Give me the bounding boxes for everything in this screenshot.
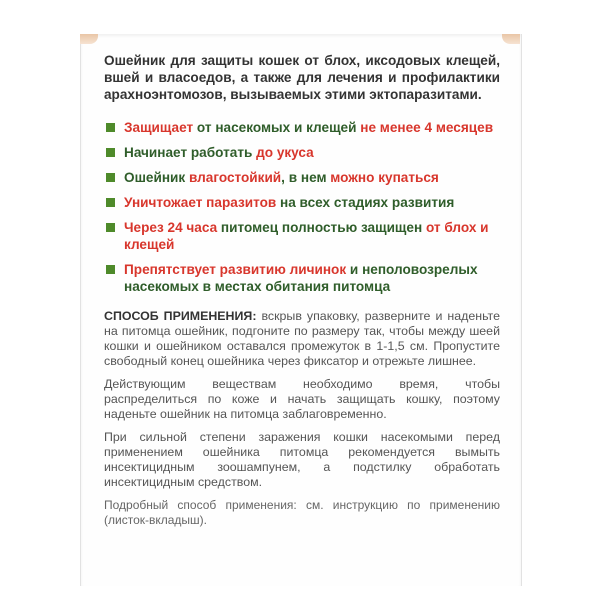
benefit-highlight: не менее 4 месяцев [360,120,494,135]
square-bullet-icon [106,265,115,274]
benefit-item [104,169,500,186]
square-bullet-icon [106,198,115,207]
benefit-text: Начинает работать [124,145,257,160]
usage-paragraph: Действующим веществам необходимо время, чтобы распределиться по коже и начать защищать кошку, поэтому наденьте ошейник на питомца заблаговременно. [104,377,500,421]
benefit-text: от насекомых и клещей [193,120,361,135]
product-description: Ошейник для защиты кошек от блох, иксодовых клещей, вшей и власоедов, а также для лечения и профилактики арахноэнтомозов, вызываемых этими эктопаразитами. [104,53,500,102]
benefit-text: Ошейник [124,170,189,185]
square-bullet-icon [106,223,115,232]
benefit-highlight: Защищает [124,120,194,135]
benefit-text: , в нем [281,170,331,185]
usage-text: вскрыв упаковку, разверните и наденьте на питомца ошейник, подгоните по размеру так, чтобы между шеей кошки и ошейником оставался промежуток в 1-1,5 см. Пропустите свободный конец ошейника через фиксатор и отрежьте лишнее. [104,309,500,368]
usage-paragraph [104,309,500,369]
square-bullet-icon [106,123,115,132]
benefit-item [104,119,500,136]
benefit-highlight: Уничтожает паразитов [124,195,277,210]
benefit-item [104,219,500,253]
benefit-highlight: Препятствует развитию личинок [124,262,347,277]
benefit-text: питомец полностью защищен [217,220,426,235]
benefit-text: и неполовозрелых насекомых в местах обитания питомца [124,262,478,294]
usage-section [104,309,500,528]
benefit-highlight: от блох и клещей [124,220,489,252]
square-bullet-icon [106,148,115,157]
benefits-list [104,119,500,295]
square-bullet-icon [106,173,115,182]
benefit-item [104,144,500,161]
package-flap-right [502,34,520,44]
usage-reference: Подробный способ применения: см. инструкцию по применению (листок-вкладыш). [104,498,500,527]
benefit-highlight: Через 24 часа [124,220,218,235]
benefit-highlight: до укуса [256,145,314,160]
benefit-item [104,194,500,211]
benefit-highlight: можно купаться [330,170,439,185]
benefit-item [104,261,500,295]
usage-paragraph: При сильной степени заражения кошки насекомыми перед применением ошейника питомца рекомендуется вымыть инсектицидным зоошампунем, а подстилку обработать инсектицидным средством. [104,430,500,489]
benefit-highlight: влагостойкий [188,170,282,185]
package-text [104,52,500,536]
usage-heading: СПОСОБ ПРИМЕНЕНИЯ: [104,309,257,323]
benefit-text: на всех стадиях развития [276,195,455,210]
